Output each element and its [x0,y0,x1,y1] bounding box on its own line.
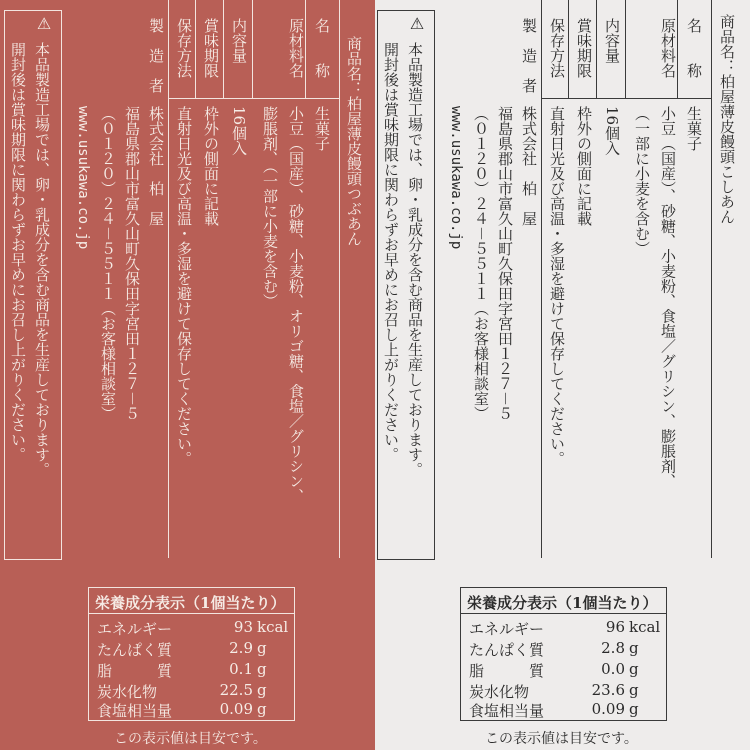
nutrition-note: この表示値は目安です。 [485,731,638,747]
nutrition-row: 食塩相当量 0.09 g [97,700,267,720]
nutrition-row: 炭水化物 22.5 g [97,681,267,701]
label-name: 名 称 [313,18,331,78]
value-ingredients-1: 小豆（国産）、砂糖、小麦粉、食塩／グリシン、膨脹剤、 [659,106,677,489]
value-name: 生菓子 [685,106,703,151]
notice-line-1: 本品製造工場では、卵・乳成分を含む商品を生産しております。 [33,42,51,477]
table-line [339,98,340,558]
table-line [305,0,306,98]
value-maker-url: www.usukawa.co.jp [75,106,91,250]
table-line [677,0,678,98]
table-line [625,0,626,98]
nutrition-row: たんぱく質 2.8 g [469,639,639,659]
label-expiry: 賞味期限 [202,18,220,78]
product-name: 商品名：柏屋薄皮饅頭こしあん [718,14,736,224]
table-line [223,0,224,98]
value-ingredients-1: 小豆（国産）、砂糖、小麦粉、オリゴ糖、食塩／グリシン、 [287,106,305,504]
value-ingredients-2: （一部に小麦を含む） [633,106,651,256]
table-line [541,98,711,99]
nutrition-title: 栄養成分表示（1個当たり） [467,594,658,612]
nutrition-note: この表示値は目安です。 [114,731,267,747]
label-panel-koshian [375,0,750,750]
table-line [168,98,339,99]
nutrition-row: 食塩相当量 0.09 g [469,700,639,720]
nutrition-row: エネルギー 93 kcal [97,618,289,638]
warning-icon: ⚠ [36,14,52,33]
value-ingredients-2: 膨脹剤、（一部に小麦を含む） [261,106,279,309]
product-name: 商品名：柏屋薄皮饅頭つぶあん [345,36,363,246]
table-line [252,0,253,98]
table-line [596,0,597,98]
table-line [711,0,712,98]
nutrition-row: 脂 質 0.0 g [469,660,639,680]
value-maker-1: 株式会社 柏 屋 [147,106,165,226]
value-storage: 直射日光及び高温・多湿を避けて保存してください。 [175,106,193,466]
table-line [541,98,542,558]
label-content: 内容量 [603,18,621,63]
nutrition-row: 脂 質 0.1 g [97,660,267,680]
nutrition-table [88,587,295,721]
notice-line-2: 開封後は賞味期限に関わらずお早めにお召し上がりください。 [9,42,27,462]
label-content: 内容量 [230,18,248,63]
value-maker-2: 福島県郡山市富久山町久保田字宮田１２７－５ [123,106,141,422]
table-line [168,0,169,98]
value-content: 16個入 [603,106,621,156]
value-name: 生菓子 [313,106,331,151]
nutrition-divider [89,613,294,614]
nutrition-row: エネルギー 96 kcal [469,618,661,638]
notice-line-2: 開封後は賞味期限に関わらずお早めにお召し上がりください。 [382,42,400,462]
notice-line-1: 本品製造工場では、卵・乳成分を含む商品を生産しております。 [406,42,424,477]
value-expiry: 枠外の側面に記載 [202,106,220,226]
table-line [568,0,569,98]
label-storage: 保存方法 [175,18,193,78]
table-line [339,0,340,98]
value-maker-3: （０１２０）２４－５５１１（お客様相談室） [472,106,490,422]
nutrition-table [460,587,667,721]
value-maker-url: www.usukawa.co.jp [448,106,464,250]
table-line [195,0,196,98]
value-storage: 直射日光及び高温・多湿を避けて保存してください。 [548,106,566,466]
label-ingredients: 原材料名 [287,18,305,78]
label-ingredients: 原材料名 [659,18,677,78]
table-line [711,98,712,558]
table-line [168,98,169,558]
value-expiry: 枠外の側面に記載 [575,106,593,226]
value-maker-1: 株式会社 柏 屋 [520,106,538,226]
label-storage: 保存方法 [548,18,566,78]
label-maker: 製 造 者 [147,18,165,93]
nutrition-title: 栄養成分表示（1個当たり） [95,594,286,612]
value-maker-2: 福島県郡山市富久山町久保田字宮田１２７－５ [496,106,514,422]
value-maker-3: （０１２０）２４－５５１１（お客様相談室） [99,106,117,422]
nutrition-row: たんぱく質 2.9 g [97,639,267,659]
label-name: 名 称 [685,18,703,78]
table-line [541,0,542,98]
value-content: 16個入 [230,106,248,156]
label-expiry: 賞味期限 [575,18,593,78]
label-maker: 製 造 者 [520,18,538,93]
warning-icon: ⚠ [409,14,425,33]
nutrition-row: 炭水化物 23.6 g [469,681,639,701]
nutrition-divider [461,613,666,614]
